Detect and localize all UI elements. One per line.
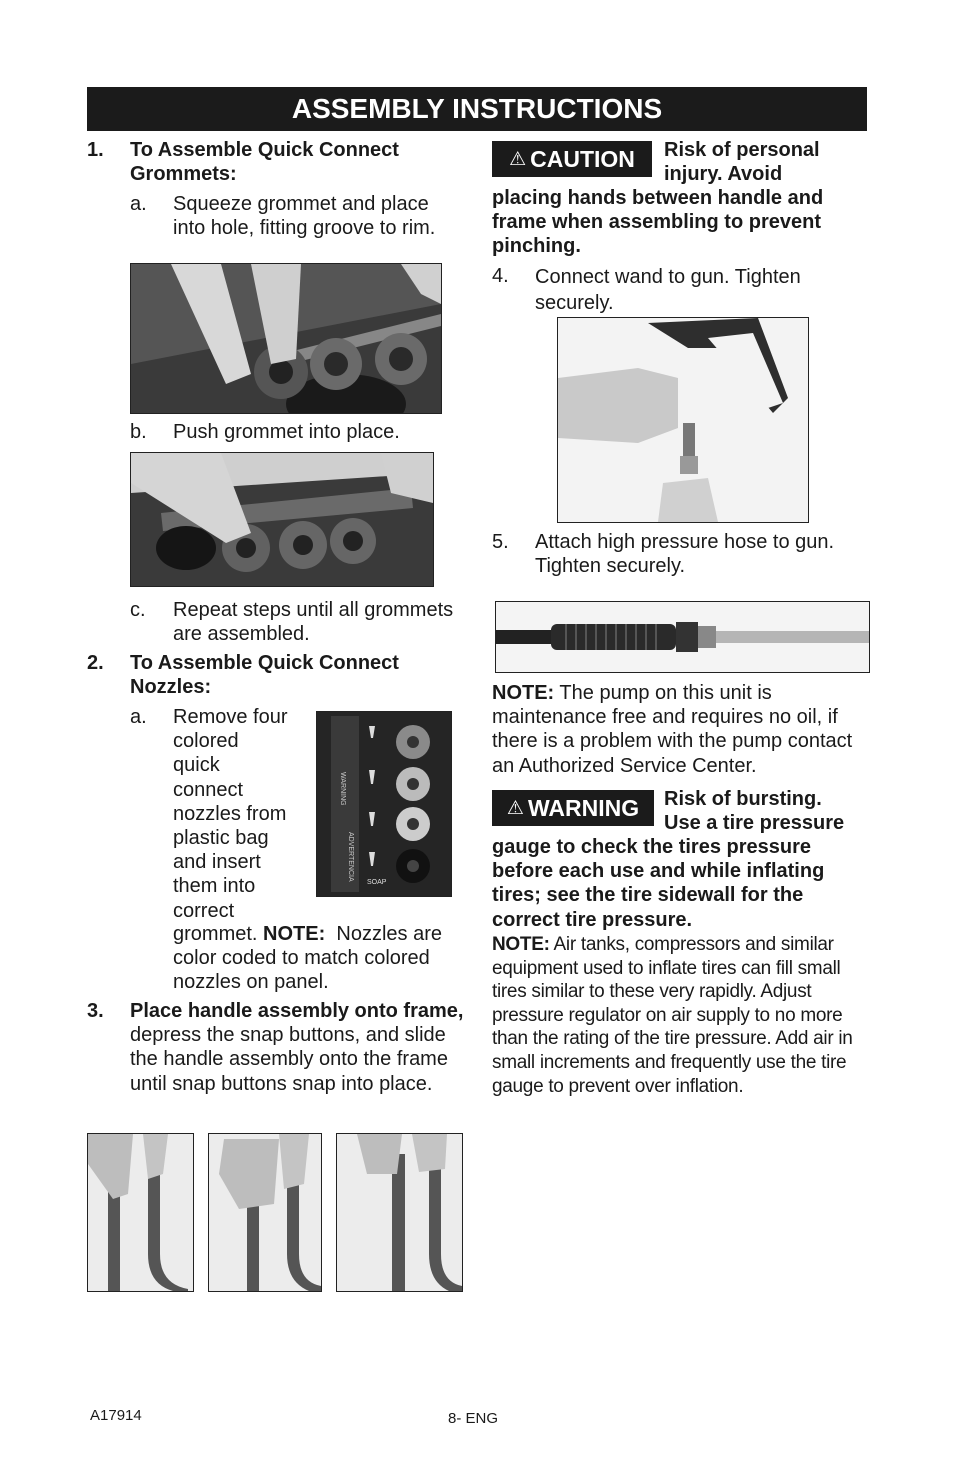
warning-badge: ⚠ WARNING xyxy=(492,790,654,826)
nozzle-panel-photo xyxy=(316,711,452,897)
svg-text:SOAP: SOAP xyxy=(367,879,387,886)
caution-badge: ⚠ CAUTION xyxy=(492,141,652,177)
step-1c-letter: c. xyxy=(130,599,146,621)
caution-text-head: Risk of personal injury. Avoid xyxy=(664,139,820,186)
page-number: 8- ENG xyxy=(448,1410,499,1427)
warning-text: gauge to check the tires pressure before each use and while inflating tires; see the tire sidewall for the correct tire pressure. xyxy=(492,836,825,931)
warning-triangle-icon: ⚠ xyxy=(506,797,524,819)
document-code: A17914 xyxy=(90,1407,142,1424)
handle-photo-1 xyxy=(87,1133,194,1292)
svg-text:WARNING: WARNING xyxy=(339,772,346,806)
page-title: ASSEMBLY INSTRUCTIONS xyxy=(87,87,867,131)
step-1a-letter: a. xyxy=(130,193,147,215)
step-2a-text: Remove four colored quick connect nozzles from plastic bag and insert them into correct xyxy=(173,706,288,922)
grommet-push-photo xyxy=(130,452,434,587)
step-5-number: 5. xyxy=(492,531,509,553)
step-1a-text: Squeeze grommet and place into hole, fitting groove to rim. xyxy=(173,193,436,240)
step-5-text: Attach high pressure hose to gun. Tighten securely. xyxy=(535,531,835,578)
step-2a-text-end: grommet. NOTE: Nozzles are color coded to match colored nozzles on panel. xyxy=(173,923,442,994)
hose-gun-photo xyxy=(495,601,870,673)
step-3-text: Place handle assembly onto frame, depress the snap buttons, and slide the handle assembly onto the frame until snap buttons snap into place. xyxy=(130,1000,464,1095)
note-pump: NOTE: The pump on this unit is maintenance free and requires no oil, if there is a problem with the pump contact an Authorized Service Center. xyxy=(492,682,853,777)
warning-text-head: Risk of bursting. Use a tire pressure xyxy=(664,788,845,835)
note-tire-inflation: NOTE: Air tanks, compressors and similar equipment used to inflate tires can fill small tires similar to these very rapidly. Adjust pressure regulator on air supply to no more than the rating of the tire pressure. Add air in small increments and frequently use the tire gauge to prevent over inflation. xyxy=(492,934,853,1097)
handle-photo-2 xyxy=(208,1133,322,1292)
step-4-text: Connect wand to gun. Tighten securely. xyxy=(535,266,801,314)
step-2-title: To Assemble Quick Connect Nozzles: xyxy=(130,652,399,699)
step-2-number: 2. xyxy=(87,652,104,674)
wand-gun-photo xyxy=(557,317,809,523)
step-1-title: To Assemble Quick Connect Grommets: xyxy=(130,139,399,186)
warning-triangle-icon: ⚠ xyxy=(509,148,527,170)
step-1-number: 1. xyxy=(87,139,104,161)
svg-text:ADVERTENCIA: ADVERTENCIA xyxy=(347,832,354,882)
step-1c-text: Repeat steps until all grommets are assembled. xyxy=(173,599,454,646)
step-1b-text: Push grommet into place. xyxy=(173,421,400,443)
handle-photo-3 xyxy=(336,1133,463,1292)
step-3-number: 3. xyxy=(87,1000,104,1022)
grommet-squeeze-photo xyxy=(130,263,442,414)
step-2a-letter: a. xyxy=(130,706,147,728)
step-4-number: 4. xyxy=(492,265,509,287)
caution-text: placing hands between handle and frame when assembling to prevent pinching. xyxy=(492,187,824,258)
step-1b-letter: b. xyxy=(130,421,147,443)
